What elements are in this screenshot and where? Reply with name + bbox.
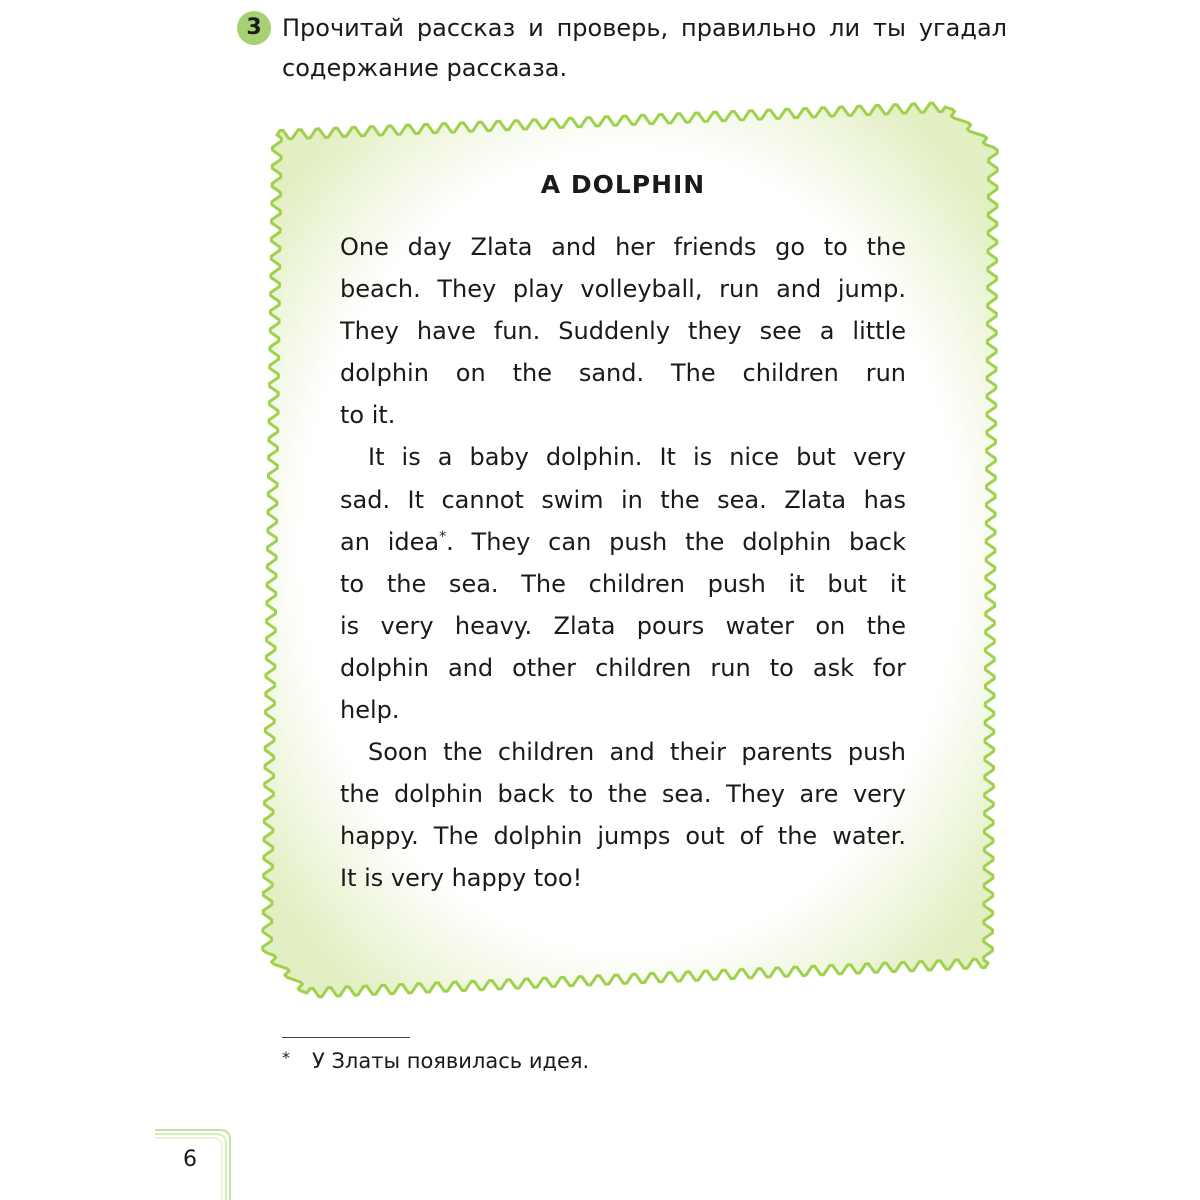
exercise-number-badge: 3 (237, 11, 271, 45)
exercise-instruction: Прочитай рассказ и проверь, правильно ли ты угадал содержание рассказа. (282, 14, 1007, 82)
story-line: They have fun. Suddenly they see a little (340, 317, 906, 346)
story-body (340, 226, 906, 900)
footnote-divider (282, 1037, 410, 1038)
story-line: sad. It cannot swim in the sea. Zlata has (340, 485, 906, 514)
story-line (340, 521, 906, 563)
footnote-text: У Златы появилась идея. (312, 1049, 590, 1073)
story-line: help. (340, 696, 400, 725)
footnote-reference: * (439, 528, 447, 545)
story-line: dolphin on the sand. The children run (340, 359, 906, 388)
footnote-marker: * (282, 1048, 290, 1067)
story-line: It is a baby dolphin. It is nice but very (368, 443, 906, 472)
story-line: dolphin and other children run to ask for (340, 653, 906, 682)
footnote (282, 1040, 589, 1079)
story-line: to it. (340, 401, 396, 430)
story-line-part: an idea (340, 527, 440, 556)
story-line: It is very happy too! (340, 864, 583, 893)
story-line-part: . They can push the dolphin back (446, 527, 907, 556)
story-line: the dolphin back to the sea. They are very (340, 780, 906, 809)
story-line: is very heavy. Zlata pours water on the (340, 611, 906, 640)
story-line: to the sea. The children push it but it (340, 569, 906, 598)
story-line: happy. The dolphin jumps out of the water. (340, 822, 906, 851)
page-number: 6 (183, 1147, 197, 1172)
story-line: beach. They play volleyball, run and jump. (340, 275, 906, 304)
story-line: Soon the children and their parents push (368, 738, 906, 767)
story-line: One day Zlata and her friends go to the (340, 233, 906, 261)
story-title: A DOLPHIN (540, 170, 706, 199)
